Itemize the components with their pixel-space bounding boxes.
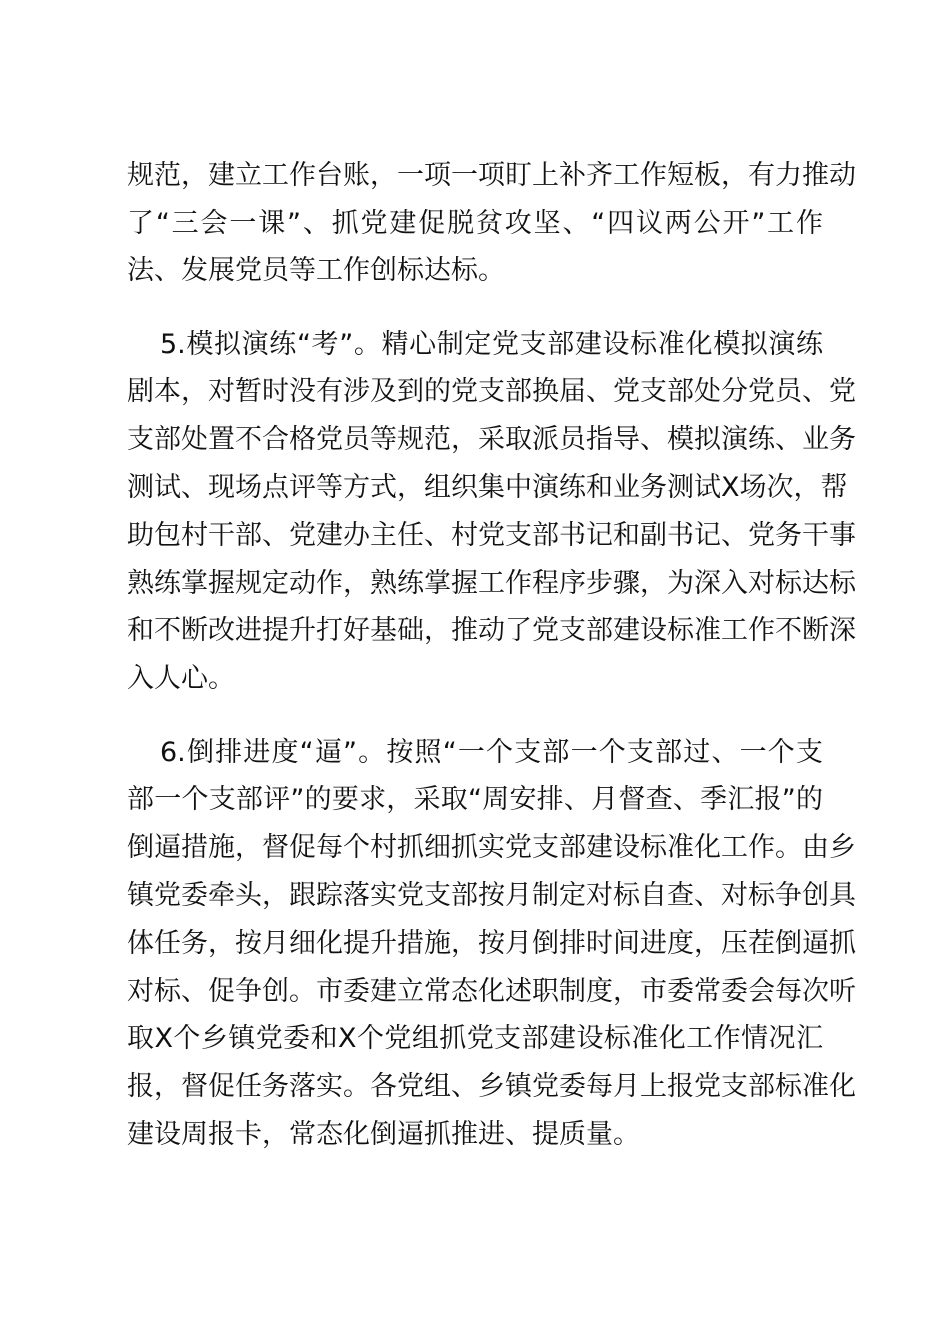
text-line: 熟练掌握规定动作，熟练掌握工作程序步骤，为深入对标达标: [127, 568, 856, 599]
section-heading-line: 5.模拟演练“考”。精心制定党支部建设标准化模拟演练: [160, 329, 823, 360]
text-line: 规范，建立工作台账，一项一项盯上补齐工作短板，有力推动: [127, 160, 856, 191]
text-line: 倒逼措施，督促每个村抓细抓实党支部建设标准化工作。由乡: [127, 832, 856, 863]
text-line: 法、发展党员等工作创标达标。: [127, 255, 505, 286]
text-line: 取X个乡镇党委和X个党组抓党支部建设标准化工作情况汇: [127, 1023, 823, 1054]
text-line: 体任务，按月细化提升措施，按月倒排时间进度，压茬倒逼抓: [127, 928, 856, 959]
text-line: 了“三会一课”、抓党建促脱贫攻坚、“四议两公开”工作: [127, 208, 823, 239]
text-line: 支部处置不合格党员等规范，采取派员指导、模拟演练、业务: [127, 424, 856, 455]
text-line: 镇党委牵头，跟踪落实党支部按月制定对标自查、对标争创具: [127, 880, 856, 911]
text-line: 助包村干部、党建办主任、村党支部书记和副书记、党务干事: [127, 520, 856, 551]
text-line: 对标、促争创。市委建立常态化述职制度，市委常委会每次听: [127, 976, 856, 1007]
text-line: 报，督促任务落实。各党组、乡镇党委每月上报党支部标准化: [127, 1071, 856, 1102]
text-line: 和不断改进提升打好基础，推动了党支部建设标准工作不断深: [127, 615, 856, 646]
text-line: 剧本，对暂时没有涉及到的党支部换届、党支部处分党员、党: [127, 376, 856, 407]
text-line: 部一个支部评”的要求，采取“周安排、月督查、季汇报”的: [127, 784, 823, 815]
text-line: 测试、现场点评等方式，组织集中演练和业务测试X场次，帮: [127, 472, 848, 503]
text-line: 入人心。: [127, 663, 235, 694]
section-heading-line: 6.倒排进度“逼”。按照“一个支部一个支部过、一个支: [160, 737, 823, 768]
text-line: 建设周报卡，常态化倒逼抓推进、提质量。: [127, 1119, 640, 1150]
